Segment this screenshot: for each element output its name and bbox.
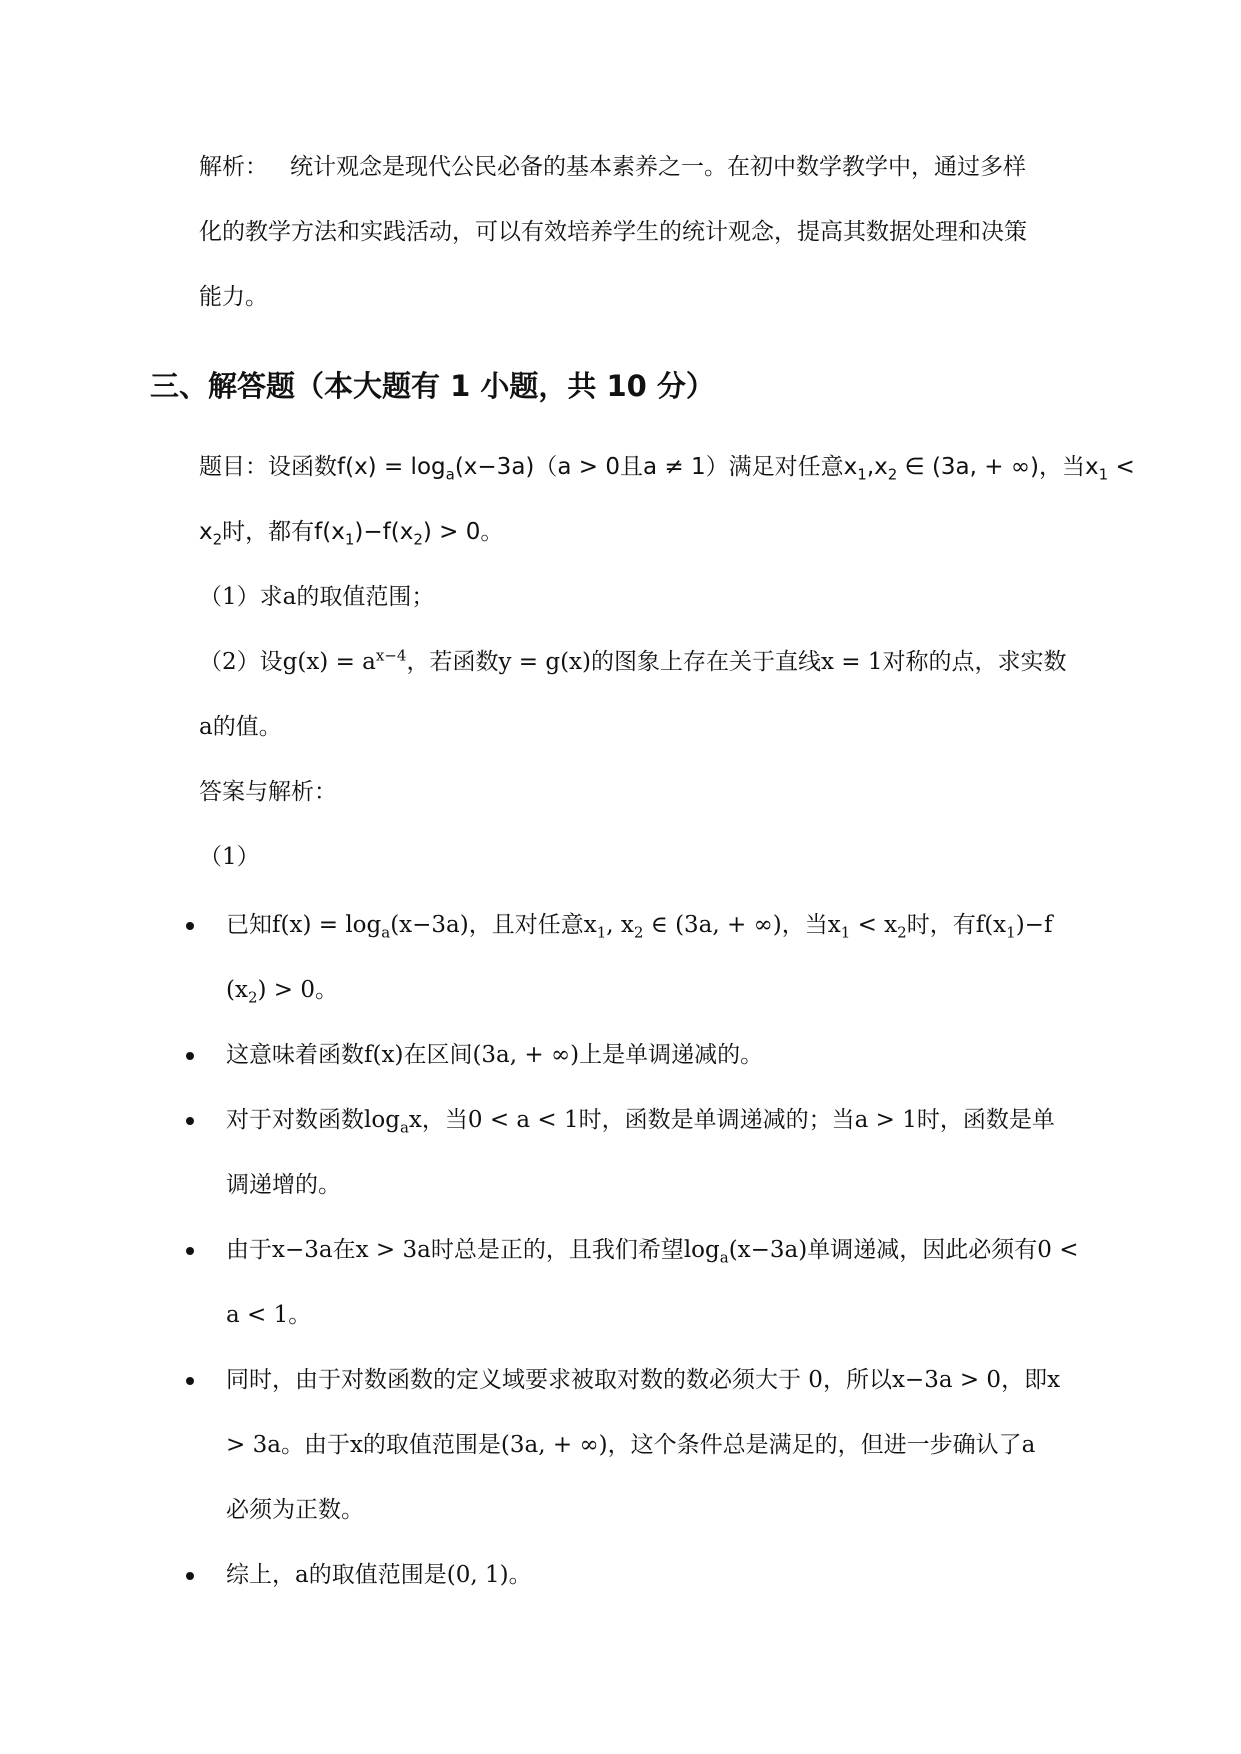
bullet-3-line-1: 对于对数函数$\log_ax$，当0 < a < 1时，函数是单调递减的；当a > 1时，函数是单 (226, 1107, 1055, 1137)
bullet-1-line-1: 已知$f(x) = \log_a(x-3a)$，且对任意$x_1$, $x_2$ ∈ (3a, + ∞)，当$x_1 < x_2$时，有$f(x_1)-f$ (226, 912, 1053, 942)
bullet-4-line-2: a < 1。 (226, 1302, 312, 1328)
intro-line-3: 能力。 (199, 284, 268, 310)
question-1: （1）求a的取值范围； (199, 584, 435, 610)
bullet-5-line-1: 同时，由于对数函数的定义域要求被取对数的数必须大于 0，所以x−3a > 0，即x (226, 1367, 1061, 1393)
bullet-3-line-2: 调递增的。 (226, 1172, 341, 1198)
bullet-dot (186, 1052, 194, 1060)
bullet-dot (186, 922, 194, 930)
part-1-label: （1） (199, 844, 260, 870)
intro-line-2: 化的教学方法和实践活动，可以有效培养学生的统计观念，提高其数据处理和决策 (199, 219, 1027, 245)
bullet-5-line-3: 必须为正数。 (226, 1497, 364, 1523)
bullet-5-line-2: > 3a。由于x的取值范围是(3a, + ∞)，这个条件总是满足的，但进一步确认了a (226, 1432, 1036, 1458)
bullet-dot (186, 1572, 194, 1580)
bullet-dot (186, 1377, 194, 1385)
problem-line-2: $x_2$时，都有$f(x_1)-f(x_2) > 0$。 (199, 519, 504, 549)
question-2-line-1: （2）设$g(x) = a^{x-4}$，若函数y = g(x)的图象上存在关于直线x = 1对称的点，求实数 (199, 646, 1067, 675)
bullet-6: 综上，a的取值范围是(0, 1)。 (226, 1562, 532, 1588)
bullet-dot (186, 1117, 194, 1125)
answer-label: 答案与解析： (199, 779, 337, 805)
bullet-2: 这意味着函数f(x)在区间(3a, + ∞)上是单调递减的。 (226, 1042, 764, 1068)
section-heading: 三、解答题（本大题有 1 小题，共 10 分） (150, 369, 715, 403)
question-2-line-2: a的值。 (199, 714, 282, 740)
intro-line-1: 解析： 统计观念是现代公民必备的基本素养之一。在初中数学教学中，通过多样 (199, 154, 1026, 180)
bullet-dot (186, 1247, 194, 1255)
problem-line-1: 题目：设函数$f(x) = \log_a(x-3a)(a > 0$且a ≠ 1）满足对任意$x_1,x_2$ ∈ (3a, + ∞)，当$x_1$ < (199, 454, 1135, 484)
intro-label: 解析： (199, 154, 268, 180)
bullet-1-line-2: $(x_2) > 0$。 (226, 977, 338, 1007)
bullet-4-line-1: 由于x−3a在x > 3a时总是正的，且我们希望$\log_a(x-3a)$单调递减，因此必须有0 < (226, 1237, 1079, 1267)
